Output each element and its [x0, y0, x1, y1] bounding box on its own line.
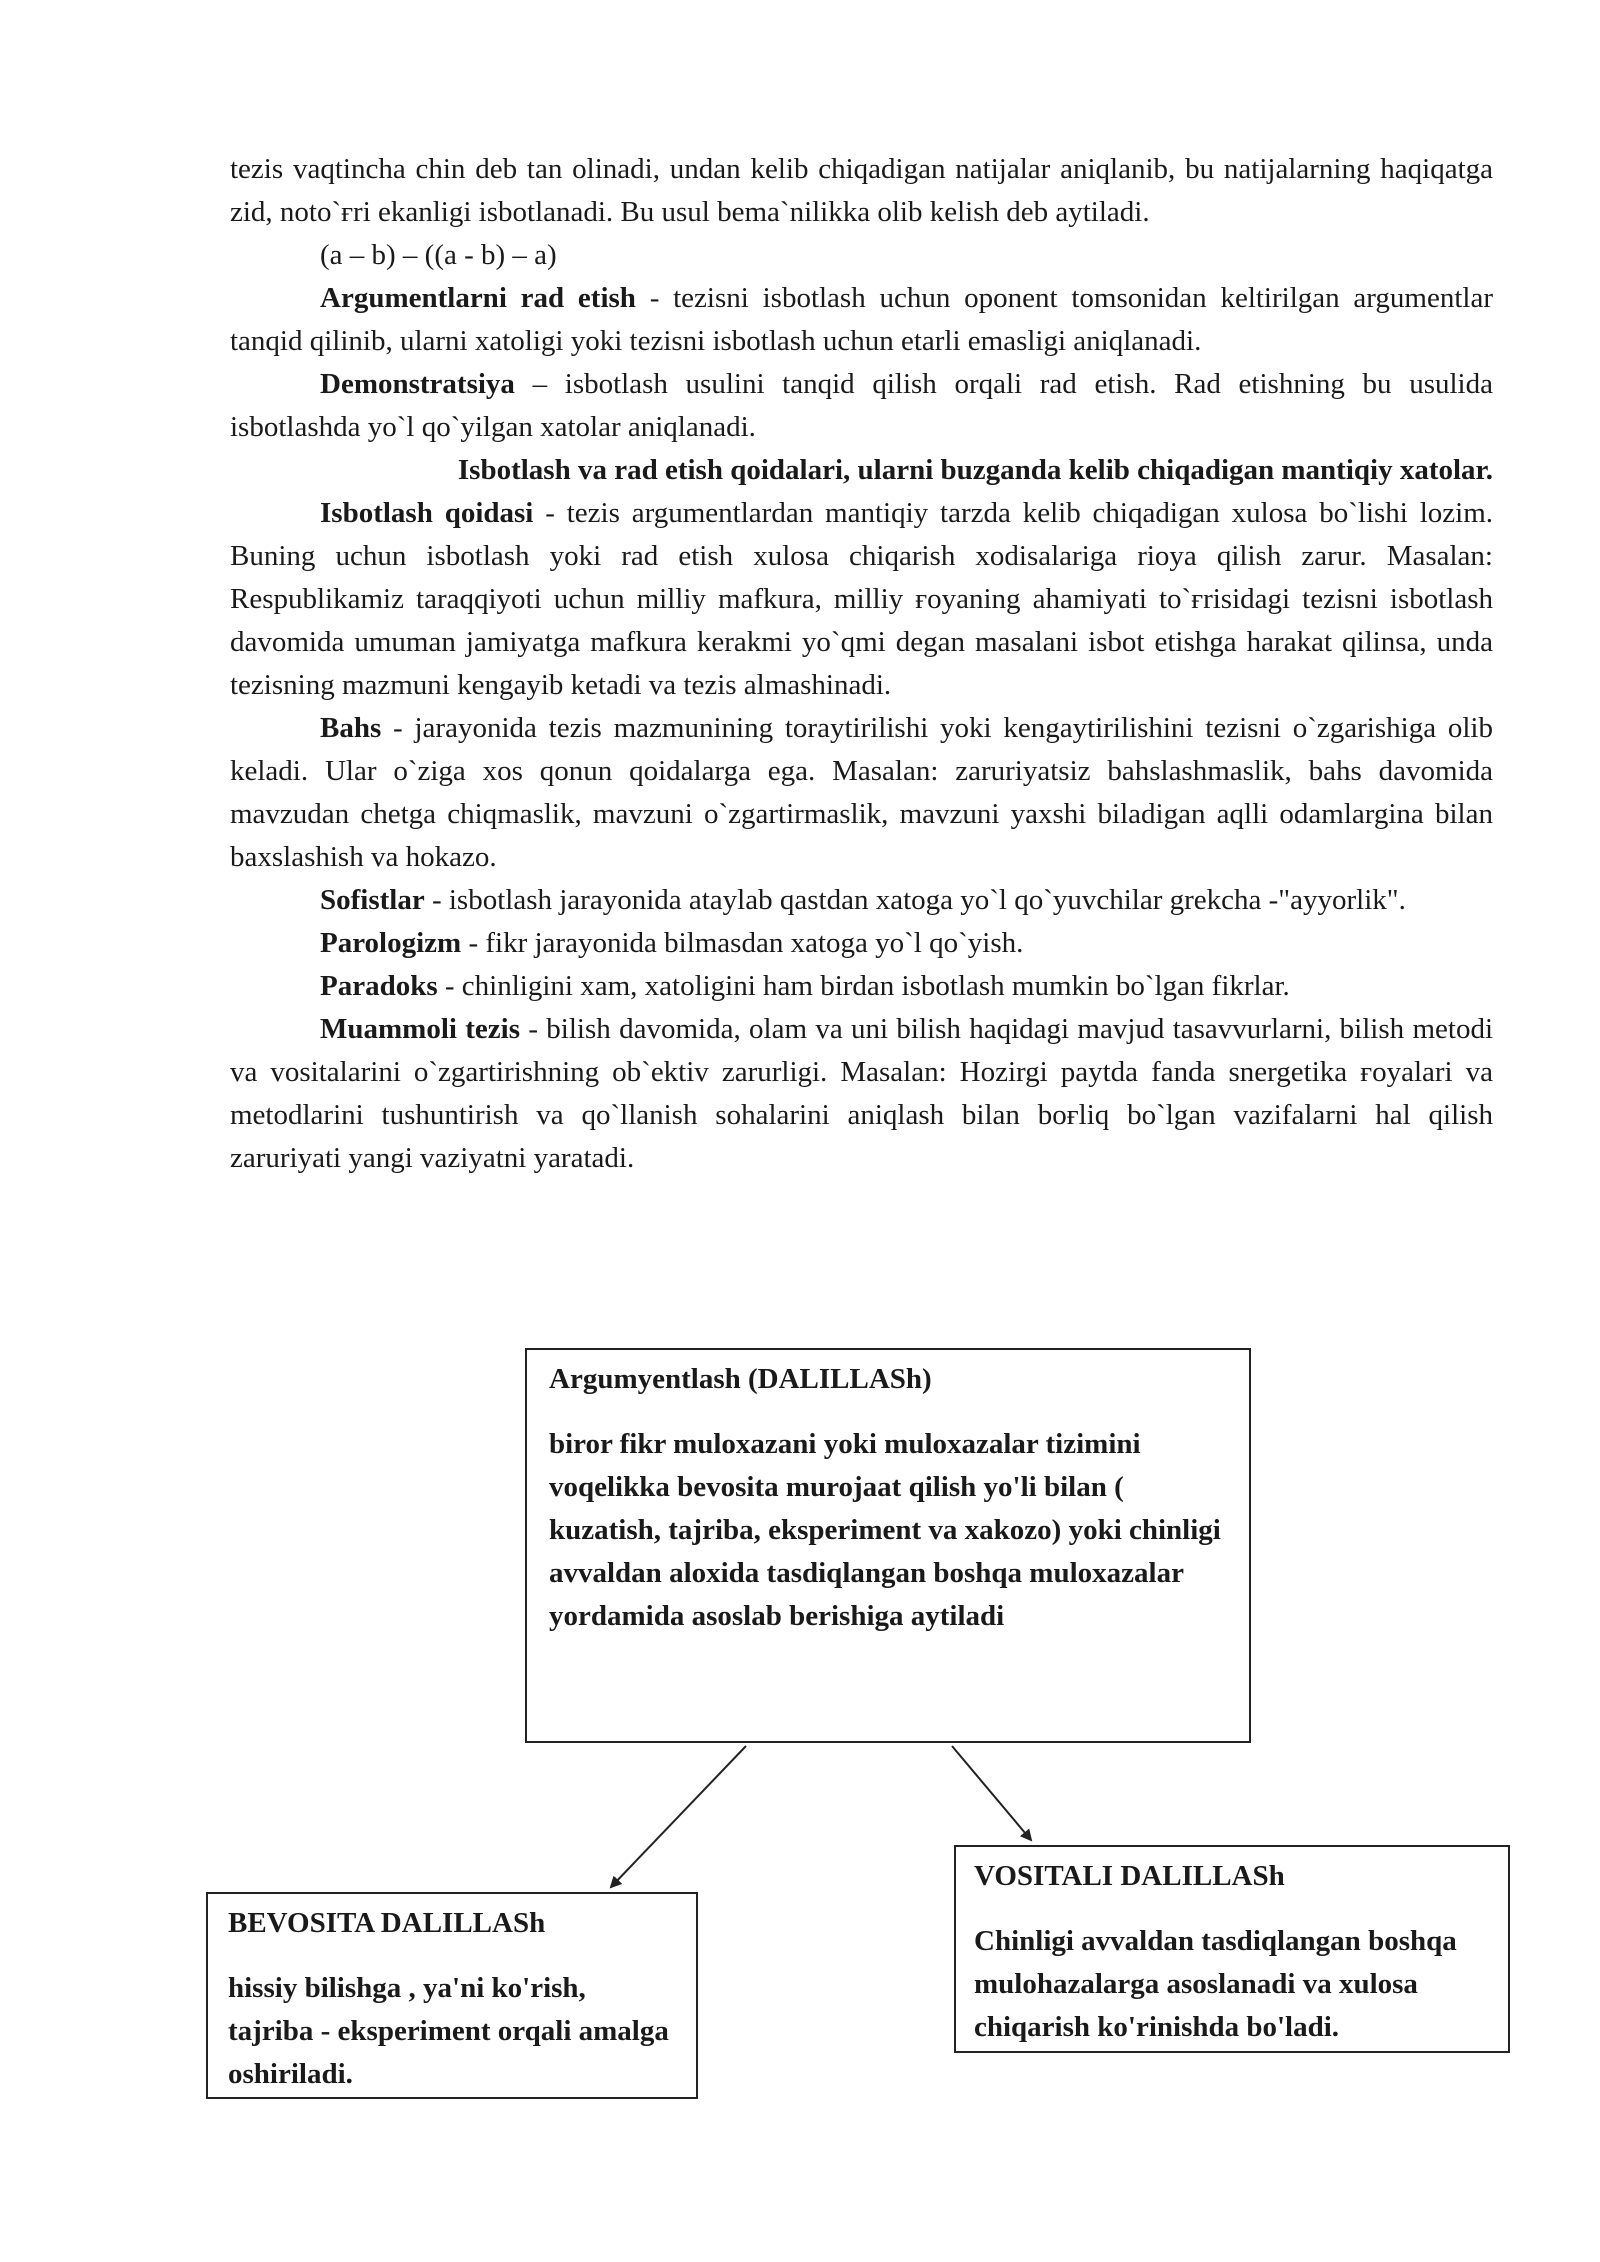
main-box-body: biror fikr muloxazani yoki muloxazalar tizimini voqelikka bevosita murojaat qilish yo'li bilan ( kuzatish, tajriba, eksperiment va xakozo) yoki chinligi avvaldan aloxida tasdiqlangan boshqa muloxazalar yordamida asoslab berishiga aytiladi	[549, 1428, 1221, 1632]
main-box-title: Argumyentlash (DALILLASh)	[549, 1363, 932, 1395]
paragraph-text: tezis vaqtincha chin deb tan olinadi, undan kelib chiqadigan natijalar aniqlanib, bu natijalarning haqiqatga zid, noto`ғri ekanligi isbotlanadi. Bu usul bema`nilikka olib kelish deb aytiladi.	[230, 153, 1493, 228]
formula-text: (a – b) – ((a - b) – a)	[320, 239, 557, 271]
left-box-title: BEVOSITA DALILLASh	[228, 1907, 546, 1939]
diagram-left-box	[206, 1892, 698, 2099]
section-heading: Isbotlash va rad etish qoidalari, ularni buzganda kelib chiqadigan mantiqiy xatolar.	[457, 454, 1493, 486]
definition: - chinligini xam, xatoligini ham birdan isbotlash mumkin bo`lgan fikrlar.	[437, 970, 1290, 1002]
definition: - jarayonida tezis mazmunining toraytirilishi yoki kengaytirilishini tezisni o`zgarishiga olib keladi. Ular o`ziga xos qonun qoidalarga ega. Masalan: zaruriyatsiz bahslashmaslik, bahs davomida mavzudan chetga chiqmaslik, mavzuni o`zgartirmaslik, mavzuni yaxshi biladigan aqlli odamlargina bilan baxslashish va hokazo.	[230, 712, 1493, 873]
right-box-body: Chinligi avvaldan tasdiqlangan boshqa mulohazalarga asoslanadi va xulosa chiqarish ko'rinishda bo'ladi.	[974, 1925, 1457, 2043]
term: Sofistlar	[320, 884, 425, 916]
left-box-body: hissiy bilishga , ya'ni ko'rish, tajriba - eksperiment orqali amalga oshiriladi.	[228, 1972, 669, 2090]
term: Isbotlash qoidasi	[320, 497, 534, 529]
right-box-title: VOSITALI DALILLASh	[974, 1860, 1285, 1892]
definition: - tezisni isbotlash uchun oponent tomsonidan keltirilgan argumentlar tanqid qilinib, ularni xatoligi yoki tezisni isbotlash uchun etarli emasligi aniqlanadi.	[230, 282, 1493, 357]
diagram-right-box	[954, 1845, 1510, 2053]
term: Paradoks	[320, 970, 438, 1002]
term: Bahs	[320, 712, 382, 744]
term: Argumentlarni rad etish	[320, 282, 636, 314]
term: Parologizm	[320, 927, 462, 959]
arrow-to-left-box	[611, 1746, 746, 1887]
definition: - isbotlash jarayonida ataylab qastdan xatoga yo`l qo`yuvchilar grekcha -"ayyorlik".	[424, 884, 1406, 916]
arrow-to-right-box	[952, 1746, 1031, 1840]
definition: – isbotlash usulini tanqid qilish orqali rad etish. Rad etishning bu usulida isbotlashda yo`l qo`yilgan xatolar aniqlanadi.	[230, 368, 1493, 443]
term: Muammoli tezis	[320, 1013, 520, 1045]
term: Demonstratsiya	[320, 368, 515, 400]
definition: - bilish davomida, olam va uni bilish haqidagi mavjud tasavvurlarni, bilish metodi va vositalarini o`zgartirishning ob`ektiv zarurligi. Masalan: Hozirgi paytda fanda snergetika ғoyalari va metodlarini tushuntirish va qo`llanish sohalarini aniqlash bilan boғliq bo`lgan vazifalarni hal qilish zaruriyati yangi vaziyatni yaratadi.	[230, 1013, 1493, 1174]
definition: - fikr jarayonida bilmasdan xatoga yo`l qo`yish.	[461, 927, 1024, 959]
definition: - tezis argumentlardan mantiqiy tarzda kelib chiqadigan xulosa bo`lishi lozim. Buning uchun isbotlash yoki rad etish xulosa chiqarish xodisalariga rioya qilish zarur. Masalan: Respublikamiz taraqqiyoti uchun milliy mafkura, milliy ғoyaning ahamiyati to`ғrisidagi tezisni isbotlash davomida umuman jamiyatga mafkura kerakmi yo`qmi degan masalani isbot etishga harakat qilinsa, unda tezisning mazmuni kengayib ketadi va tezis almashinadi.	[230, 497, 1493, 701]
